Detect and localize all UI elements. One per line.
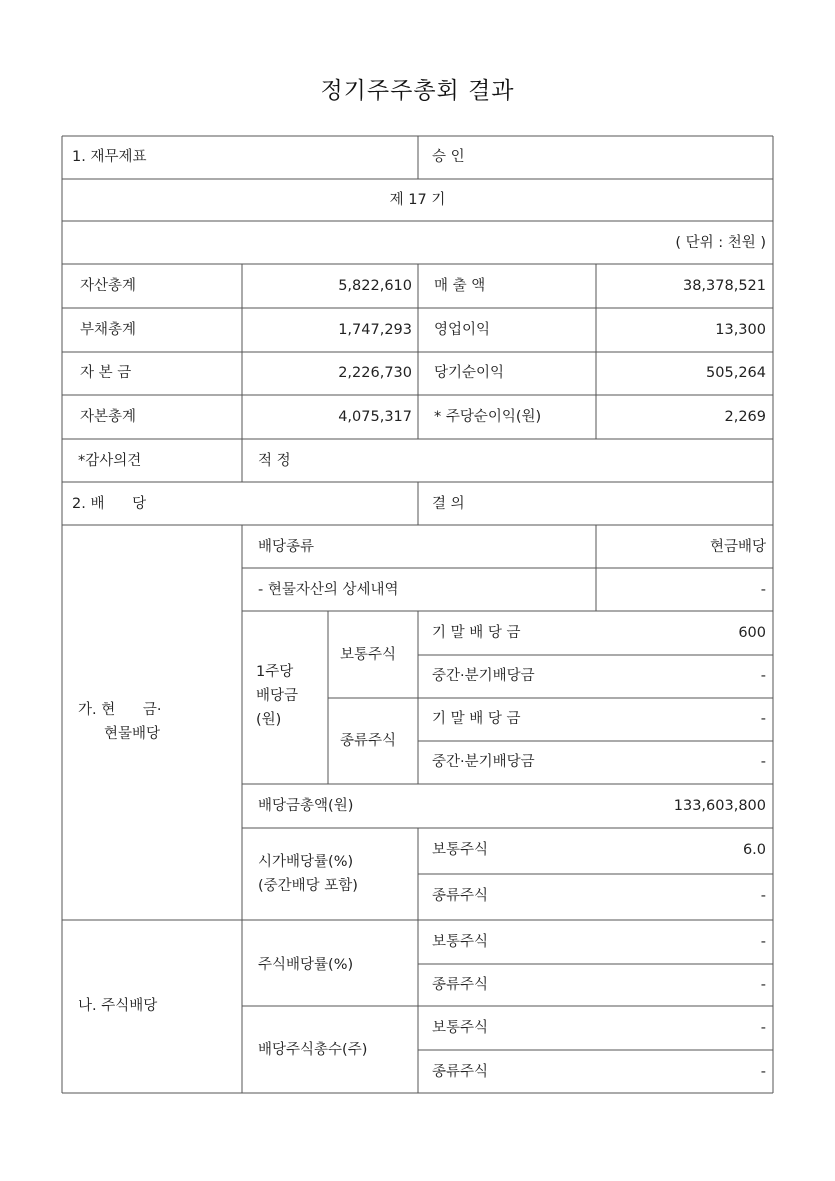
row-label-total-equity: 자본총계 [80, 409, 137, 425]
preferred-interim-label: 중간·분기배당금 [432, 754, 535, 770]
audit-opinion-label: *감사의견 [78, 453, 142, 469]
per-share-label-line2: 배당금 [256, 688, 299, 704]
per-share-label-line1: 1주당 [256, 664, 294, 680]
value-capital-stock: 2,226,730 [338, 365, 412, 381]
yield-common-label: 보통주식 [432, 842, 489, 858]
stock-rate-preferred-label: 종류주식 [432, 977, 489, 993]
per-share-common-label: 보통주식 [340, 647, 397, 663]
row-label-sales: 매 출 액 [434, 278, 486, 294]
common-year-end-value: 600 [738, 625, 766, 641]
yield-common-value: 6.0 [742, 842, 766, 858]
common-interim-value: - [760, 668, 766, 684]
row-label-eps: * 주당순이익(원) [434, 409, 542, 425]
stock-shares-preferred-value: - [760, 1064, 766, 1080]
value-net-income: 505,264 [706, 365, 766, 381]
asset-detail-value: - [760, 582, 766, 598]
per-share-label-line3: (원) [256, 712, 282, 728]
value-total-assets: 5,822,610 [338, 278, 412, 294]
total-dividend-value: 133,603,800 [673, 798, 766, 814]
financial-header-label: 1. 재무제표 [72, 149, 147, 165]
audit-opinion-value: 적 정 [258, 453, 291, 469]
stock-rate-preferred-value: - [760, 977, 766, 993]
cash-dividend-label-line2: 현물배당 [104, 726, 161, 742]
dividend-header-result: 결 의 [432, 496, 465, 512]
row-label-total-assets: 자산총계 [80, 278, 137, 294]
stock-shares-label: 배당주식총수(주) [258, 1042, 368, 1058]
common-year-end-label: 기 말 배 당 금 [432, 625, 521, 641]
financial-header-result: 승 인 [432, 149, 465, 165]
row-label-operating-income: 영업이익 [434, 322, 491, 338]
row-label-net-income: 당기순이익 [434, 365, 505, 381]
value-eps: 2,269 [724, 409, 766, 425]
dividend-header-label: 2. 배 당 [72, 496, 147, 512]
yield-label-line1: 시가배당률(%) [258, 854, 354, 870]
stock-dividend-label: 나. 주식배당 [78, 998, 158, 1014]
stock-shares-preferred-label: 종류주식 [432, 1064, 489, 1080]
total-dividend-label: 배당금총액(원) [258, 798, 354, 814]
yield-preferred-value: - [760, 888, 766, 904]
value-total-liabilities: 1,747,293 [338, 322, 412, 338]
value-sales: 38,378,521 [682, 278, 766, 294]
asset-detail-label: - 현물자산의 상세내역 [258, 582, 399, 598]
stock-rate-common-label: 보통주식 [432, 934, 489, 950]
dividend-type-value: 현금배당 [709, 539, 766, 555]
cash-dividend-label-line1: 가. 현 금· [78, 702, 162, 718]
preferred-year-end-label: 기 말 배 당 금 [432, 711, 521, 727]
preferred-year-end-value: - [760, 711, 766, 727]
yield-preferred-label: 종류주식 [432, 888, 489, 904]
per-share-preferred-label: 종류주식 [340, 733, 397, 749]
stock-rate-common-value: - [760, 934, 766, 950]
page-title: 정기주주총회 결과 [320, 78, 515, 104]
stock-rate-label: 주식배당률(%) [258, 957, 354, 973]
row-label-capital-stock: 자 본 금 [80, 365, 132, 381]
yield-label-line2: (중간배당 포함) [258, 878, 358, 894]
common-interim-label: 중간·분기배당금 [432, 668, 535, 684]
value-total-equity: 4,075,317 [338, 409, 412, 425]
period-label: 제 17 기 [389, 192, 446, 208]
value-operating-income: 13,300 [715, 322, 766, 338]
unit-label: ( 단위 : 천원 ) [675, 235, 766, 251]
row-label-total-liabilities: 부채총계 [80, 322, 137, 338]
dividend-type-label: 배당종류 [258, 539, 315, 555]
preferred-interim-value: - [760, 754, 766, 770]
stock-shares-common-value: - [760, 1020, 766, 1036]
stock-shares-common-label: 보통주식 [432, 1020, 489, 1036]
